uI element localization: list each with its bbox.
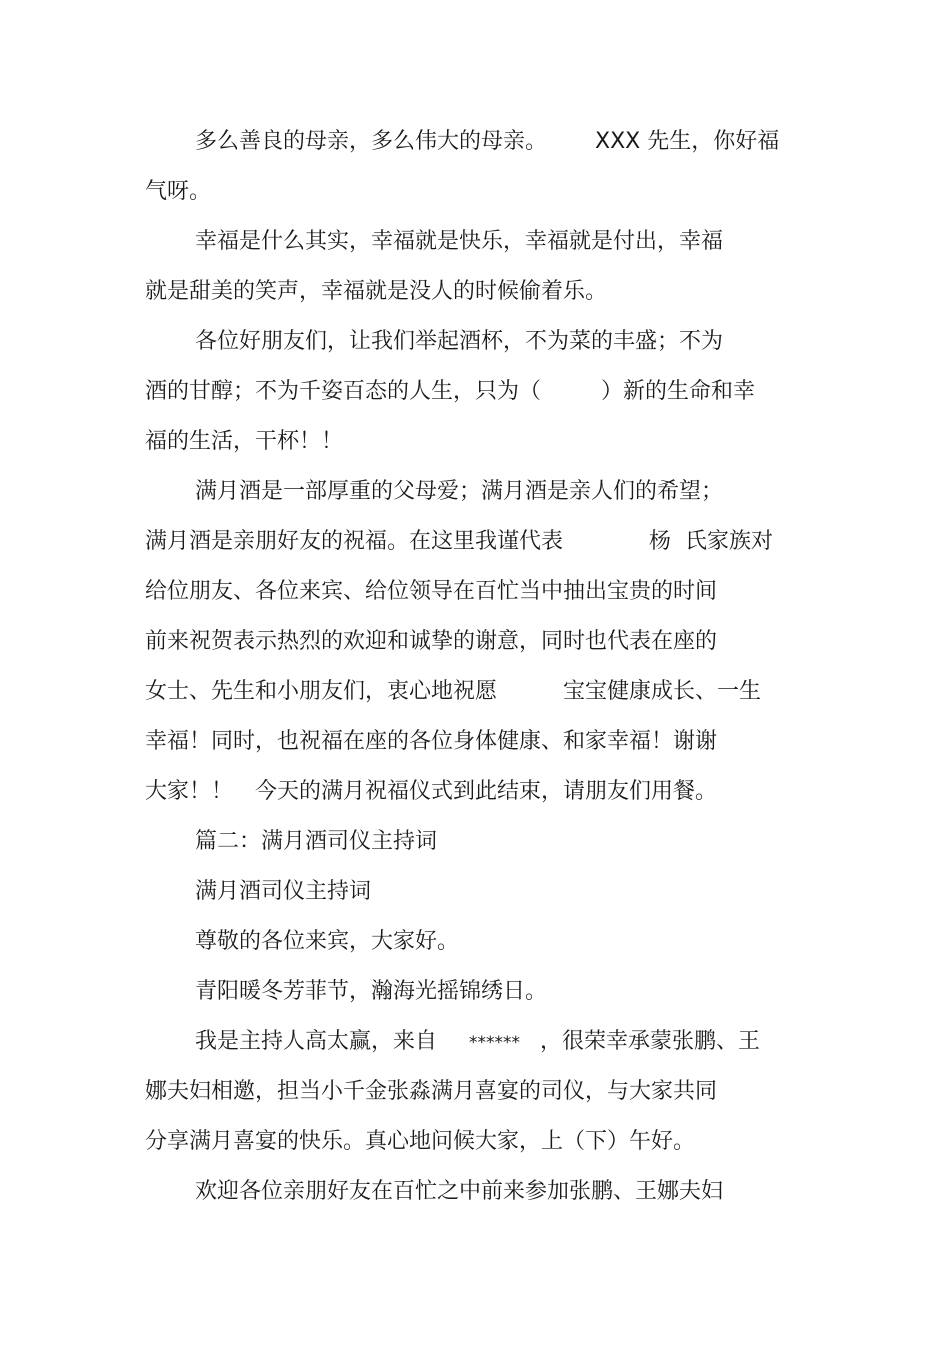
text-segment: 杨 [649, 529, 672, 554]
text-segment: XXX 先生，你好福 [595, 129, 780, 154]
text-segment: 前来祝贺表示热烈的欢迎和诚挚的谢意，同时也代表在座的 [145, 629, 718, 654]
text-line [0, 877, 371, 907]
text-segment: 满月酒是亲朋好友的祝福。在这里我谨代表 [145, 529, 564, 554]
text-segment: 满月酒是一部厚重的父母爱；满月酒是亲人们的希望； [195, 479, 724, 504]
text-segment: 多么善良的母亲，多么伟大的母亲。 [195, 129, 548, 154]
text-line [0, 427, 343, 457]
text-line [0, 477, 723, 507]
text-segment: 分享满月喜宴的快乐。真心地问候大家，上（下）午好。 [145, 1129, 696, 1154]
text-line [0, 227, 723, 257]
text-line [0, 1127, 695, 1157]
text-line [0, 127, 779, 157]
text-line [0, 277, 607, 307]
text-line [0, 1177, 723, 1207]
text-line [0, 1027, 760, 1057]
text-line [0, 327, 723, 357]
text-line [0, 927, 459, 957]
text-segment: 宝宝健康成长、一生 [563, 679, 762, 704]
text-segment: 各位好朋友们，让我们举起酒杯，不为菜的丰盛；不为 [195, 329, 724, 354]
text-line [0, 627, 717, 657]
text-line [0, 727, 717, 757]
text-line [0, 827, 437, 857]
text-segment: 就是甜美的笑声，幸福就是没人的时候偷着乐。 [145, 279, 608, 304]
text-segment: 娜夫妇相邀，担当小千金张淼满月喜宴的司仪，与大家共同 [145, 1079, 718, 1104]
text-line [0, 977, 547, 1007]
text-segment: ，很荣幸承蒙张鹏、王 [540, 1029, 761, 1054]
text-line [0, 177, 211, 207]
text-segment: 幸福是什么其实，幸福就是快乐，幸福就是付出，幸福 [195, 229, 724, 254]
text-segment: 大家！！ [145, 779, 234, 804]
text-segment: 气呀。 [145, 179, 212, 204]
text-segment: 给位朋友、各位来宾、给位领导在百忙当中抽出宝贵的时间 [145, 579, 718, 604]
text-segment: 篇二：满月酒司仪主持词 [195, 829, 438, 854]
text-segment: 满月酒司仪主持词 [195, 879, 372, 904]
text-segment: 酒的甘醇；不为千姿百态的人生，只为（ [145, 379, 542, 404]
text-line [0, 677, 761, 707]
text-line [0, 377, 755, 407]
text-line [0, 1077, 717, 1107]
text-line [0, 527, 773, 557]
text-segment: ****** [469, 1033, 521, 1053]
text-segment: 我是主持人高太赢，来自 [195, 1029, 438, 1054]
text-segment: 青阳暖冬芳菲节，瀚海光摇锦绣日。 [195, 979, 548, 1004]
text-segment: 氏家族对 [685, 529, 774, 554]
text-segment: 幸福！同时，也祝福在座的各位身体健康、和家幸福！谢谢 [145, 729, 718, 754]
text-line [0, 777, 717, 807]
text-segment: 福的生活，干杯！！ [145, 429, 344, 454]
text-segment: 女士、先生和小朋友们，衷心地祝愿 [145, 679, 498, 704]
text-segment: 尊敬的各位来宾，大家好。 [195, 929, 460, 954]
text-line [0, 577, 717, 607]
text-segment: 欢迎各位亲朋好友在百忙之中前来参加张鹏、王娜夫妇 [195, 1179, 724, 1204]
text-segment: 今天的满月祝福仪式到此结束，请朋友们用餐。 [255, 779, 718, 804]
text-segment: ）新的生命和幸 [601, 379, 756, 404]
